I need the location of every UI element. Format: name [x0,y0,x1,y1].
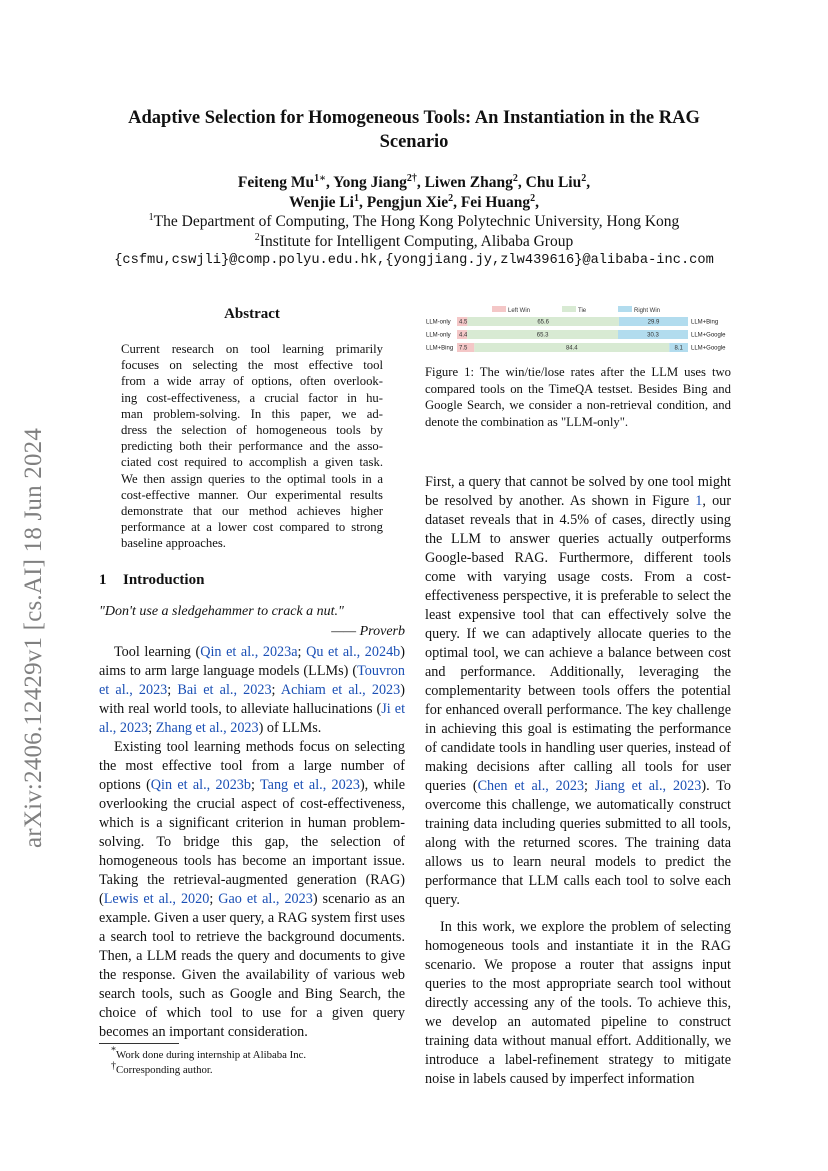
citation-link[interactable]: Bai et al., 2023 [177,682,272,698]
abstract-line: demonstrate that our method achieves higher [121,504,383,519]
author-affiliation-mark: 1 [353,192,359,204]
citation-link[interactable]: Achiam et al., 2023 [280,682,401,698]
author-name: Feiteng Mu [237,174,315,191]
abstract-body [121,341,383,552]
row-right-label: LLM+Bing [691,319,719,326]
footnote-rule [99,1043,179,1044]
citation-link[interactable]: 1 [695,493,703,509]
abstract-line: focuses on selecting the most effective tool [121,358,383,373]
author-name: , [586,174,591,191]
paragraph-text: ; [209,891,219,907]
footnote-1-mark: * [111,1045,116,1057]
citation-link[interactable]: Touvron et al., 2023 [99,663,405,698]
author-name: , Liwen Zhang [416,174,513,191]
legend-swatch [618,306,632,312]
affiliation-2-mark: 2 [254,231,260,243]
bar-value-label: 29.9 [647,319,660,326]
citation-link[interactable]: Chen et al., 2023 [477,778,585,794]
footnote-2-mark: † [111,1060,116,1072]
author-line-1 [60,173,768,193]
paragraph-text: ). To overcome this challenge, we automatically construct training data including queries submitted to all tools, along with the returned scores. The training data allows us to learn neural models to predict the performance that LLM calls each tool to solve each query. [425,778,731,908]
bar-value-label: 65.6 [537,319,550,326]
paragraph-text: ; [297,644,307,660]
paragraph-text: ) of LLMs. [258,720,322,736]
abstract-line: from a wide array of options, often overlook- [121,374,383,389]
bar-value-label: 84.4 [565,345,578,352]
abstract-line: baseline approaches. [121,536,226,551]
paragraph-text: ) scenario as an example. Given a user query, a RAG system first uses a search tool to retrieve the background documents. Then, a LLM reads the query and documents to give the response. Given the availability of various web search tools, such as Google and Bing Search, the choice of which tool to use for a given query becomes an important consideration. [99,891,406,1040]
row-right-label: LLM+Google [691,332,726,339]
epigraph-quote: "Don't use a sledgehammer to crack a nut." [99,604,344,619]
intro-paragraph-1 [99,643,405,738]
legend-label: Left Win [508,308,531,314]
author-affiliation-mark: 2 [581,172,587,184]
chart-legend [492,306,660,314]
affiliation-2-text: Institute for Intelligent Computing, Alibaba Group [259,233,574,250]
title-line-2: Scenario [379,132,449,152]
author-name: , Fei Huang [453,194,531,211]
author-affiliation-mark: 2 [448,192,454,204]
abstract-line: We then assign queries to the optimal tools in a [121,471,383,486]
citation-link[interactable]: Gao et al., 2023 [218,891,313,907]
paragraph-text: ; [167,682,178,698]
abstract-line: cost-effective manner. Our experimental results [121,487,383,502]
paragraph-text: , our dataset reveals that in 4.5% of cases, directly using the LLM to answer queries actually outperforms Google-based RAG. Furthermore, different tools come with varying usage costs. From a cost-effectiveness perspective, it is preferable to select the least expensive tool that can effectively solve the query. If we can adaptively allocate queries to the optimal tool, we can achieve a balance between cost and performance. Additionally, leveraging the complementarity between tools offers the potential for enhanced overall performance. The key challenge in achieving this goal is estimating the performance of candidate tools in handling user queries, instead of making decisions after calling all tools for user queries ( [425,493,731,794]
abstract-line: performance at a lower cost compared to strong [121,520,383,535]
author-affiliation-mark: 2† [406,172,417,184]
author-affiliation-mark: 1∗ [314,172,327,184]
paragraph-text: ) aims to arm large language models (LLMs) ( [99,644,405,679]
arxiv-identifier: arXiv:2406.12429v1 [cs.AI] 18 Jun 2024 [20,427,47,848]
footnote-2 [99,1060,405,1078]
author-name: , Chu Liu [517,174,582,191]
citation-link[interactable]: Zhang et al., 2023 [155,720,259,736]
affiliation-1-mark: 1 [148,211,154,223]
citation-link[interactable]: Lewis et al., 2020 [103,891,210,907]
legend-label: Right Win [634,308,661,314]
right-column-body [425,473,731,1089]
paragraph-text: ) with real world tools, to alleviate hallucinations ( [99,682,405,717]
figure-1-caption: Figure 1: The win/tie/lose rates after the LLM uses two compared tools on the TimeQA testset. Besides Bing and Google Search, we consider a non-retrieval condition, and denote the combination as "LLM-only". [425,365,731,429]
paragraph-text: ; [250,777,260,793]
author-name: , Yong Jiang [326,174,407,191]
bar-value-label: 4.4 [459,332,468,339]
legend-label: Tie [578,308,587,314]
abstract-heading: Abstract [224,306,280,322]
paragraph-text: ), while overlooking the crucial aspect of cost-effectiveness, which is a significant criterion in human problem-solving. To bridge this gap, the selection of homogeneous tools has become an important issue. Taking the retrieval-augmented generation (RAG) ( [99,777,406,907]
right-paragraph-1 [425,473,731,910]
author-name: Wenjie Li [288,194,354,211]
paragraph-text: ; [271,682,281,698]
citation-link[interactable]: Qu et al., 2024b [306,644,401,660]
author-affiliation-mark: 2 [512,172,518,184]
footnote-1 [99,1045,405,1063]
affiliations [60,212,768,252]
section-heading-introduction [99,572,204,589]
intro-paragraph-2 [99,738,405,1042]
author-list [60,173,768,213]
citation-link[interactable]: Ji et al., 2023 [99,701,406,736]
abstract-line: predicting both their performance and the asso- [121,439,383,454]
author-name: , Pengjun Xie [358,194,449,211]
intro-body [99,643,405,1042]
epigraph-attribution: —— Proverb [331,624,405,639]
paper-title [60,106,768,154]
affiliation-1-text: The Department of Computing, The Hong Kong Polytechnic University, Hong Kong [153,213,680,230]
right-paragraph-2 [425,918,731,1089]
legend-swatch [492,306,506,312]
footnote-1-text: Work done during internship at Alibaba Inc. [116,1049,307,1061]
footnote-2-text: Corresponding author. [116,1064,213,1076]
abstract-line: dress the selection of homogeneous tools by [121,423,383,438]
paragraph-text: ; [148,720,156,736]
section-title: Introduction [123,572,205,588]
citation-link[interactable]: Jiang et al., 2023 [594,778,702,794]
title-line-1: Adaptive Selection for Homogeneous Tools: An Instantiation in the RAG [128,108,700,128]
row-left-label: LLM-only [426,319,451,326]
section-number: 1 [99,572,107,588]
bar-value-label: 65.3 [536,332,549,339]
abstract-line: Current research on tool learning primarily [121,342,383,356]
author-line-2 [60,193,768,213]
row-right-label: LLM+Google [691,345,726,352]
author-name: , [535,194,540,211]
bar-value-label: 8.1 [674,345,683,352]
author-emails: {csfmu,cswjli}@comp.polyu.edu.hk,{yongjiang.jy,zlw439616}@alibaba-inc.com [114,253,714,268]
figure-1-chart [422,302,732,356]
paragraph-text: Tool learning ( [114,644,201,660]
legend-swatch [562,306,576,312]
abstract-line: ing cost-effectiveness, a crucial factor in hu- [121,390,383,405]
paragraph-text: In this work, we explore the problem of selecting homogeneous tools and instantiate it in the RAG scenario. We propose a router that assigns input queries to the most appropriate search tool without directly accessing any of the tools. To achieve this, we develop an automated pipeline to construct training data without manual effort. Additionally, we introduce a label-refinement strategy to mitigate noise in labels caused by imperfect information [425,919,731,1087]
abstract-line: man problem-solving. In this paper, we ad- [121,406,383,421]
row-left-label: LLM+Bing [426,345,454,352]
bar-value-label: 4.5 [459,319,468,326]
paragraph-text: ; [584,778,595,794]
author-affiliation-mark: 2 [530,192,536,204]
citation-link[interactable]: Qin et al., 2023b [150,777,251,793]
citation-link[interactable]: Tang et al., 2023 [259,777,360,793]
affiliation-2 [60,232,768,252]
abstract-line: ciated cost required to accomplish a given task. [121,455,383,470]
chart-bars [426,317,726,352]
bar-value-label: 7.5 [459,345,468,352]
row-left-label: LLM-only [426,332,451,339]
paragraph-text: First, a query that cannot be solved by one tool might be resolved by another. As shown in Figure [425,474,731,509]
bar-value-label: 30.3 [647,332,659,339]
paragraph-text: Existing tool learning methods focus on selecting the most effective tool from a large number of options ( [99,739,405,793]
affiliation-1 [60,212,768,232]
citation-link[interactable]: Qin et al., 2023a [200,644,298,660]
